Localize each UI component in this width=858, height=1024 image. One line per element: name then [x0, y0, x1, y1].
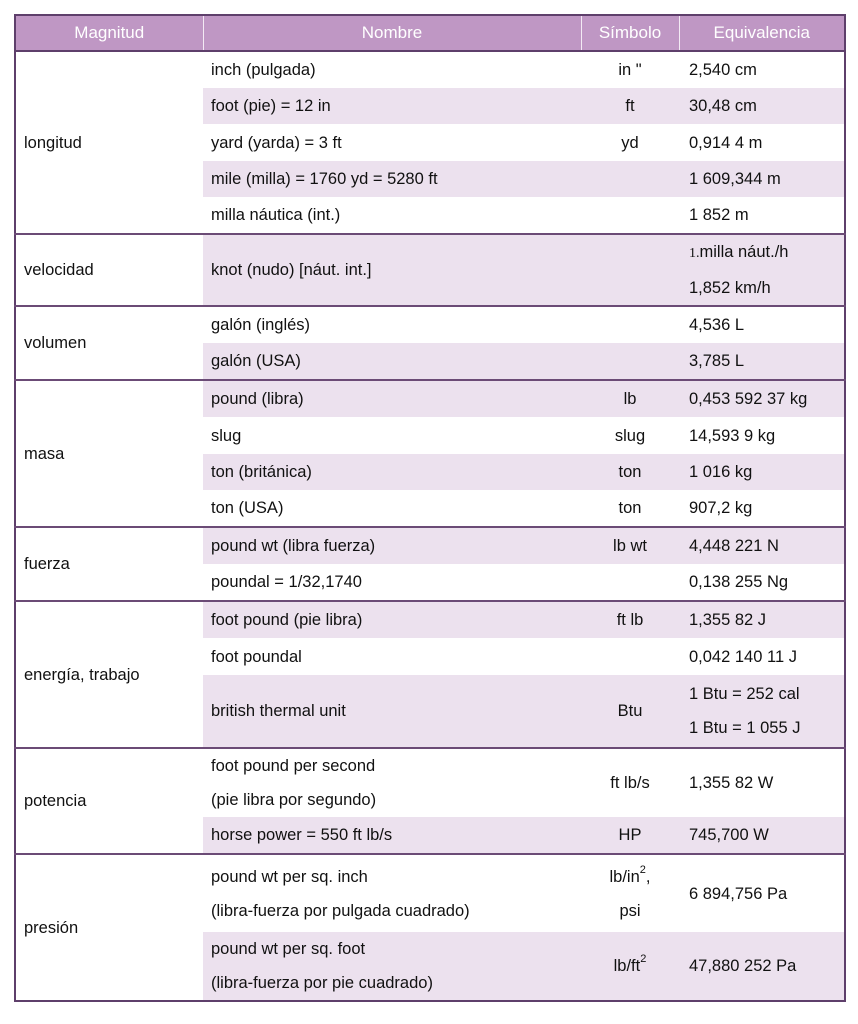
equivalencia-text: 6 894,756 Pa — [689, 884, 788, 903]
simbolo-cell — [581, 638, 679, 675]
nombre-line — [211, 454, 573, 490]
nombre-cell — [203, 343, 581, 380]
nombre-line — [211, 639, 573, 675]
nombre-text: slug — [211, 426, 242, 445]
equivalencia-cell — [679, 51, 845, 88]
nombre-cell — [203, 601, 581, 638]
simbolo-cell — [581, 564, 679, 601]
nombre-text: pound (libra) — [211, 390, 304, 408]
equivalencia-text: 1,355 82 W — [689, 774, 774, 792]
equivalencia-line — [689, 528, 836, 564]
nombre-line — [211, 932, 573, 966]
simbolo-cell — [581, 932, 679, 1001]
header-magnitud: Magnitud — [15, 15, 203, 51]
equivalencia-text: 0,042 140 11 J — [689, 647, 797, 666]
nombre-line — [211, 749, 573, 783]
simbolo-text: lb wt — [613, 537, 647, 555]
equivalencia-cell — [679, 161, 845, 197]
table-row — [15, 306, 845, 343]
magnitud-cell: fuerza — [15, 527, 203, 601]
equivalencia-cell — [679, 306, 845, 343]
nombre-text: foot pound per second — [211, 757, 376, 775]
nombre-cell — [203, 454, 581, 490]
simbolo-cell — [581, 454, 679, 490]
equivalencia-line — [689, 711, 836, 745]
nombre-text: pound wt per sq. foot — [211, 940, 366, 958]
equivalencia-line — [689, 235, 836, 271]
nombre-text: pound wt (libra fuerza) — [211, 537, 376, 555]
simbolo-text: yd — [621, 133, 639, 152]
equivalencia-text: 1 852 m — [689, 206, 749, 224]
simbolo-text: ft — [625, 97, 635, 115]
equivalencia-line — [689, 602, 836, 638]
nombre-line — [211, 564, 573, 600]
equivalencia-text: 1 Btu = 1 055 J — [689, 719, 801, 737]
nombre-line — [211, 197, 573, 233]
nombre-cell — [203, 748, 581, 817]
simbolo-line — [585, 490, 675, 526]
simbolo-text: ft lb/s — [610, 774, 650, 792]
nombre-line — [211, 52, 573, 88]
equivalencia-cell — [679, 88, 845, 124]
nombre-line — [211, 381, 573, 417]
magnitud-cell: longitud — [15, 51, 203, 234]
simbolo-line — [585, 454, 675, 490]
equivalencia-text: 745,700 W — [689, 826, 769, 844]
simbolo-text: ton — [618, 499, 642, 517]
nombre-text: pound wt per sq. inch — [211, 867, 368, 886]
equivalencia-text: milla náut./h — [699, 243, 789, 261]
nombre-line — [211, 528, 573, 564]
header-row — [15, 15, 845, 51]
table-row — [15, 527, 845, 564]
table-row — [15, 380, 845, 417]
equivalencia-text: 14,593 9 kg — [689, 426, 776, 445]
equivalencia-text: 47,880 252 Pa — [689, 957, 797, 975]
nombre-cell — [203, 564, 581, 601]
equivalencia-line — [689, 307, 836, 343]
nombre-line — [211, 161, 573, 197]
equivalencia-text: 0,138 255 Ng — [689, 573, 789, 591]
nombre-line — [211, 307, 573, 343]
nombre-line — [211, 418, 573, 454]
equivalencia-cell — [679, 380, 845, 417]
table-body — [15, 51, 845, 1001]
nombre-cell — [203, 817, 581, 854]
simbolo-line — [585, 602, 675, 638]
nombre-text: foot poundal — [211, 647, 302, 666]
nombre-line — [211, 783, 573, 817]
nombre-text: (libra-fuerza por pulgada cuadrado) — [211, 901, 470, 920]
equivalencia-text: 4,536 L — [689, 316, 745, 334]
equivalencia-cell — [679, 343, 845, 380]
simbolo-cell — [581, 675, 679, 748]
simbolo-cell — [581, 234, 679, 306]
nombre-text: horse power = 550 ft lb/s — [211, 826, 393, 844]
nombre-text: mile (milla) = 1760 yd = 5280 ft — [211, 170, 438, 188]
nombre-cell — [203, 675, 581, 748]
nombre-line — [211, 343, 573, 379]
nombre-cell — [203, 88, 581, 124]
equivalencia-text: 1,852 km/h — [689, 279, 771, 297]
simbolo-cell — [581, 88, 679, 124]
simbolo-tail: , — [645, 867, 651, 886]
equivalencia-line — [689, 418, 836, 454]
nombre-line — [211, 894, 573, 928]
simbolo-line — [585, 894, 675, 928]
equivalencia-text: 0,914 4 m — [689, 133, 763, 152]
nombre-cell — [203, 490, 581, 527]
nombre-cell — [203, 234, 581, 306]
simbolo-text: slug — [614, 426, 646, 445]
nombre-cell — [203, 380, 581, 417]
equivalencia-cell — [679, 817, 845, 854]
simbolo-superscript: 2 — [639, 863, 646, 876]
simbolo-text: ton — [618, 463, 642, 481]
nombre-cell — [203, 638, 581, 675]
equivalencia-line — [689, 639, 836, 675]
nombre-line — [211, 253, 573, 287]
nombre-text: ton (USA) — [211, 499, 284, 517]
unit-conversion-table — [14, 14, 846, 1002]
simbolo-line — [585, 817, 675, 853]
equivalencia-cell — [679, 564, 845, 601]
nombre-line — [211, 817, 573, 853]
simbolo-cell — [581, 343, 679, 380]
simbolo-cell — [581, 854, 679, 932]
equivalencia-line — [689, 766, 836, 800]
nombre-text: inch (pulgada) — [211, 61, 316, 79]
magnitud-cell: volumen — [15, 306, 203, 380]
nombre-text: (pie libra por segundo) — [211, 791, 377, 809]
table-row — [15, 601, 845, 638]
table-row — [15, 234, 845, 306]
equivalencia-cell — [679, 527, 845, 564]
simbolo-text: lb — [623, 390, 637, 408]
simbolo-cell — [581, 124, 679, 161]
equivalencia-cell — [679, 124, 845, 161]
simbolo-cell — [581, 161, 679, 197]
equivalencia-line — [689, 490, 836, 526]
simbolo-line — [585, 949, 675, 983]
simbolo-cell — [581, 380, 679, 417]
nombre-text: foot pound (pie libra) — [211, 611, 363, 629]
simbolo-text: psi — [619, 901, 641, 920]
nombre-text: galón (inglés) — [211, 316, 311, 334]
nombre-text: milla náutica (int.) — [211, 206, 341, 224]
table-row — [15, 854, 845, 932]
nombre-text: ton (británica) — [211, 463, 312, 481]
nombre-line — [211, 860, 573, 894]
simbolo-superscript: 2 — [640, 953, 647, 965]
equivalencia-text: 2,540 cm — [689, 61, 757, 79]
nombre-line — [211, 966, 573, 1000]
simbolo-text: lb/in — [609, 867, 640, 886]
magnitud-cell: potencia — [15, 748, 203, 854]
nombre-text: (libra-fuerza por pie cuadrado) — [211, 974, 433, 992]
simbolo-text: ft lb — [616, 611, 644, 629]
nombre-text: galón (USA) — [211, 352, 301, 370]
equivalencia-line — [689, 161, 836, 197]
simbolo-line — [585, 418, 675, 454]
magnitud-cell: masa — [15, 380, 203, 527]
equivalencia-text: 0,453 592 37 kg — [689, 390, 808, 408]
simbolo-cell — [581, 51, 679, 88]
equivalencia-text: 3,785 L — [689, 352, 745, 370]
simbolo-cell — [581, 748, 679, 817]
equivalencia-line — [689, 197, 836, 233]
equivalencia-text: 1 609,344 m — [689, 170, 781, 188]
table-row — [15, 748, 845, 817]
equivalencia-line — [689, 52, 836, 88]
nombre-text: british thermal unit — [211, 702, 346, 720]
header-equivalencia: Equivalencia — [679, 15, 845, 51]
equivalencia-cell — [679, 854, 845, 932]
equivalencia-text: 4,448 221 N — [689, 537, 779, 555]
simbolo-text: in " — [618, 61, 642, 79]
nombre-cell — [203, 932, 581, 1001]
nombre-line — [211, 602, 573, 638]
equivalencia-line — [689, 877, 836, 911]
simbolo-line — [585, 88, 675, 124]
equivalencia-line — [689, 949, 836, 983]
equivalencia-line — [689, 564, 836, 600]
equivalencia-cell — [679, 490, 845, 527]
simbolo-line — [585, 766, 675, 800]
simbolo-cell — [581, 601, 679, 638]
equivalencia-cell — [679, 601, 845, 638]
simbolo-cell — [581, 817, 679, 854]
equivalencia-cell — [679, 417, 845, 454]
nombre-cell — [203, 161, 581, 197]
nombre-line — [211, 694, 573, 728]
equivalencia-cell — [679, 932, 845, 1001]
simbolo-cell — [581, 197, 679, 234]
nombre-line — [211, 490, 573, 526]
nombre-cell — [203, 527, 581, 564]
equivalencia-text: 1 Btu = 252 cal — [689, 685, 800, 703]
simbolo-line — [585, 528, 675, 564]
equivalencia-line — [689, 343, 836, 379]
equivalencia-line — [689, 677, 836, 711]
equivalencia-prefix: 1. — [689, 246, 700, 261]
equivalencia-line — [689, 88, 836, 124]
magnitud-cell: energía, trabajo — [15, 601, 203, 748]
equivalencia-text: 1,355 82 J — [689, 611, 767, 629]
simbolo-cell — [581, 527, 679, 564]
equivalencia-cell — [679, 638, 845, 675]
equivalencia-cell — [679, 675, 845, 748]
equivalencia-text: 907,2 kg — [689, 499, 753, 517]
equivalencia-cell — [679, 234, 845, 306]
nombre-cell — [203, 197, 581, 234]
simbolo-text: HP — [618, 826, 642, 844]
nombre-cell — [203, 854, 581, 932]
equivalencia-text: 1 016 kg — [689, 463, 753, 481]
simbolo-line — [585, 860, 675, 894]
table-row — [15, 51, 845, 88]
header-nombre: Nombre — [203, 15, 581, 51]
simbolo-cell — [581, 417, 679, 454]
equivalencia-line — [689, 454, 836, 490]
nombre-line — [211, 88, 573, 124]
nombre-cell — [203, 306, 581, 343]
equivalencia-cell — [679, 748, 845, 817]
nombre-cell — [203, 51, 581, 88]
nombre-text: yard (yarda) = 3 ft — [211, 133, 342, 152]
equivalencia-text: 30,48 cm — [689, 97, 757, 115]
simbolo-line — [585, 125, 675, 161]
simbolo-line — [585, 694, 675, 728]
nombre-cell — [203, 124, 581, 161]
equivalencia-line — [689, 817, 836, 853]
nombre-cell — [203, 417, 581, 454]
equivalencia-line — [689, 381, 836, 417]
nombre-text: foot (pie) = 12 in — [211, 97, 331, 115]
nombre-text: knot (nudo) [náut. int.] — [211, 261, 372, 279]
simbolo-cell — [581, 306, 679, 343]
nombre-text: poundal = 1/32,1740 — [211, 573, 362, 591]
simbolo-text: lb/ft — [613, 957, 641, 975]
simbolo-line — [585, 381, 675, 417]
simbolo-line — [585, 52, 675, 88]
magnitud-cell: presión — [15, 854, 203, 1001]
equivalencia-cell — [679, 197, 845, 234]
equivalencia-line — [689, 125, 836, 161]
header-simbolo: Símbolo — [581, 15, 679, 51]
simbolo-text: Btu — [617, 702, 643, 720]
magnitud-cell: velocidad — [15, 234, 203, 306]
nombre-line — [211, 125, 573, 161]
equivalencia-cell — [679, 454, 845, 490]
equivalencia-line — [689, 271, 836, 305]
simbolo-cell — [581, 490, 679, 527]
